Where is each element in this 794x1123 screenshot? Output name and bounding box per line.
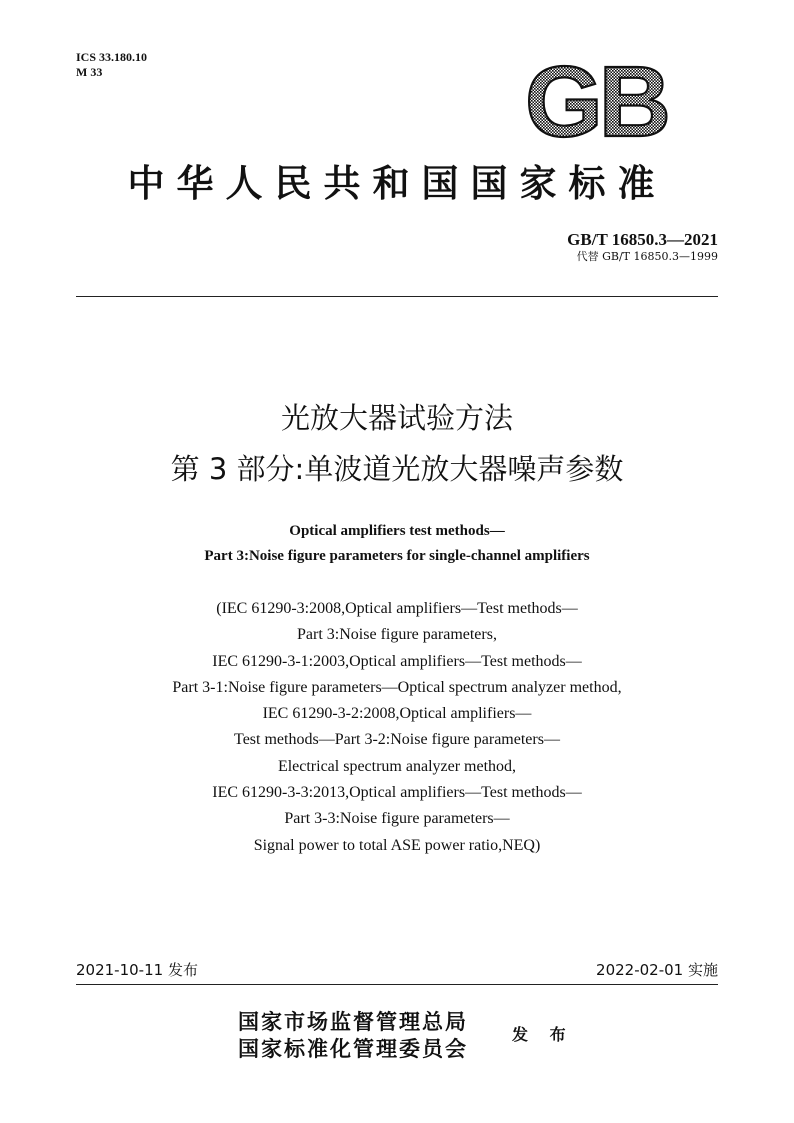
country-standard-title: 中华人民共和国国家标准 bbox=[127, 161, 667, 205]
iec-line: Part 3:Noise figure parameters, bbox=[297, 626, 497, 644]
gb-logo-letters: GB bbox=[525, 58, 667, 144]
title-en-line2: Part 3:Noise figure parameters for single-channel amplifiers bbox=[204, 548, 590, 564]
iec-line: Test methods—Part 3-2:Noise figure parameters— bbox=[234, 731, 560, 749]
iec-line: Signal power to total ASE power ratio,NEQ) bbox=[253, 836, 541, 854]
issuer-samr: 国家市场监督管理总局 bbox=[238, 1009, 468, 1034]
title-cn-line2: 第 3 部分:单波道光放大器噪声参数 bbox=[170, 452, 624, 486]
ccs-code: M 33 bbox=[76, 65, 103, 79]
gb-logo bbox=[516, 58, 676, 144]
replaces-standard: 代替 GB/T 16850.3—1999 bbox=[576, 250, 718, 263]
iec-line: Electrical spectrum analyzer method, bbox=[277, 757, 517, 775]
ics-code: ICS 33.180.10 bbox=[76, 50, 148, 64]
iec-line: IEC 61290-3-2:2008,Optical amplifiers— bbox=[262, 705, 532, 723]
iec-line: Part 3-1:Noise figure parameters—Optical spectrum analyzer method, bbox=[172, 678, 622, 696]
iec-reference bbox=[0, 596, 794, 859]
bottom-divider bbox=[76, 984, 718, 985]
issue-date: 2021-10-11 发布 bbox=[76, 961, 198, 979]
publish-label: 发 布 bbox=[512, 1025, 574, 1044]
classification-codes bbox=[76, 50, 147, 80]
top-divider bbox=[76, 296, 718, 297]
iec-line: (IEC 61290-3:2008,Optical amplifiers—Test methods— bbox=[216, 600, 578, 617]
standard-number: GB/T 16850.3—2021 bbox=[567, 230, 718, 249]
iec-line: Part 3-3:Noise figure parameters— bbox=[284, 810, 510, 828]
effective-date: 2022-02-01 实施 bbox=[596, 961, 718, 979]
issuer-sac: 国家标准化管理委员会 bbox=[238, 1036, 468, 1061]
issuing-authorities bbox=[238, 1008, 468, 1062]
iec-line: IEC 61290-3-1:2003,Optical amplifiers—Test methods— bbox=[212, 652, 582, 670]
title-en-line1: Optical amplifiers test methods— bbox=[289, 523, 505, 539]
title-cn-line1: 光放大器试验方法 bbox=[280, 401, 513, 435]
standard-number-block bbox=[567, 230, 718, 264]
iec-line: IEC 61290-3-3:2013,Optical amplifiers—Test methods— bbox=[212, 784, 582, 802]
